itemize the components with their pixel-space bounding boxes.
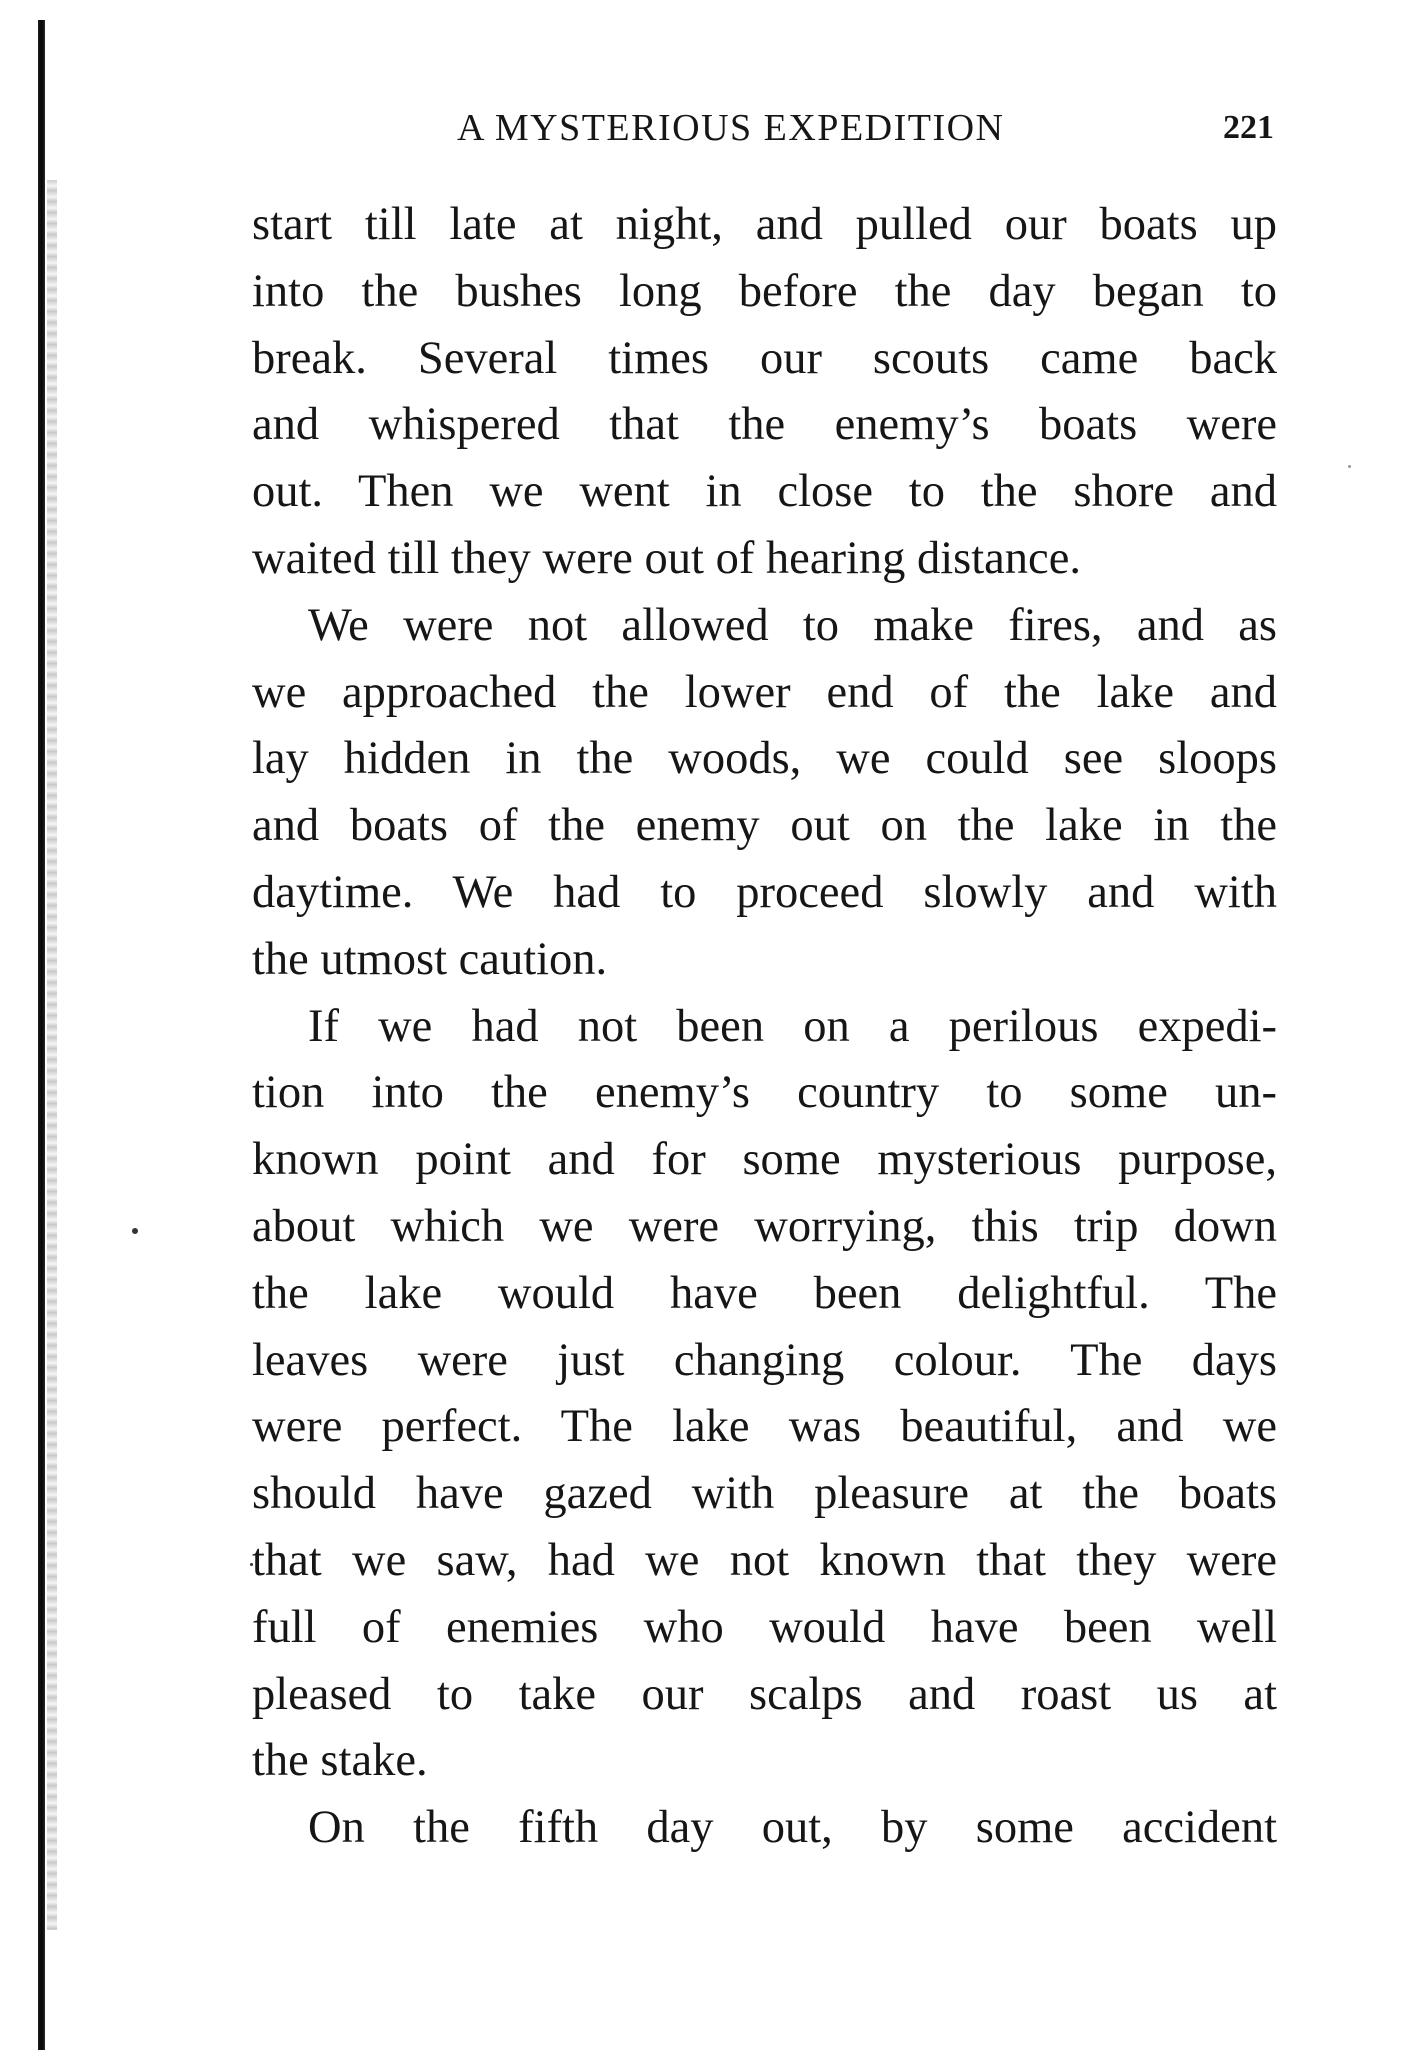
text-line: should have gazed with pleasure at the boats — [252, 1468, 1277, 1520]
text-line: the lake would have been delightful. The — [252, 1267, 1277, 1319]
text-line: pleased to take our scalps and roast us at — [252, 1668, 1277, 1720]
text-line: If we had not been on a perilous expedi- — [308, 1000, 1277, 1052]
text-line: lay hidden in the woods, we could see sloops — [252, 733, 1277, 785]
text-line: and boats of the enemy out on the lake in the — [252, 800, 1277, 852]
text-line: that we saw, had we not known that they were — [252, 1534, 1277, 1586]
text-line: tion into the enemy’s country to some un- — [252, 1067, 1277, 1119]
ink-speck — [132, 1228, 138, 1234]
text-line: into the bushes long before the day began to — [252, 265, 1277, 317]
text-line: out. Then we went in close to the shore and — [252, 466, 1277, 518]
text-line: known point and for some mysterious purpose, — [252, 1134, 1277, 1186]
binding-shadow — [47, 180, 57, 1930]
text-line: were perfect. The lake was beautiful, and we — [252, 1401, 1277, 1453]
text-line: On the fifth day out, by some accident — [308, 1802, 1277, 1854]
text-line: leaves were just changing colour. The days — [252, 1334, 1277, 1386]
running-head — [250, 100, 1280, 156]
running-title: A MYSTERIOUS EXPEDITION — [457, 107, 1005, 149]
text-line: waited till they were out of hearing distance. — [252, 532, 1081, 584]
text-line: We were not allowed to make fires, and as — [308, 599, 1277, 651]
ink-speck — [1348, 465, 1351, 468]
binding-edge — [38, 20, 45, 2050]
text-line: the stake. — [252, 1735, 428, 1787]
text-line: about which we were worrying, this trip down — [252, 1200, 1277, 1252]
text-line: and whispered that the enemy’s boats were — [252, 399, 1277, 451]
text-line: break. Several times our scouts came back — [252, 332, 1277, 384]
text-line: full of enemies who would have been well — [252, 1601, 1277, 1653]
body-text — [252, 192, 1277, 1862]
text-line: start till late at night, and pulled our boats up — [252, 199, 1277, 250]
page-number: 221 — [1223, 109, 1274, 146]
text-line: we approached the lower end of the lake and — [252, 666, 1277, 718]
text-line: daytime. We had to proceed slowly and with — [252, 866, 1277, 918]
text-line: the utmost caution. — [252, 933, 608, 985]
